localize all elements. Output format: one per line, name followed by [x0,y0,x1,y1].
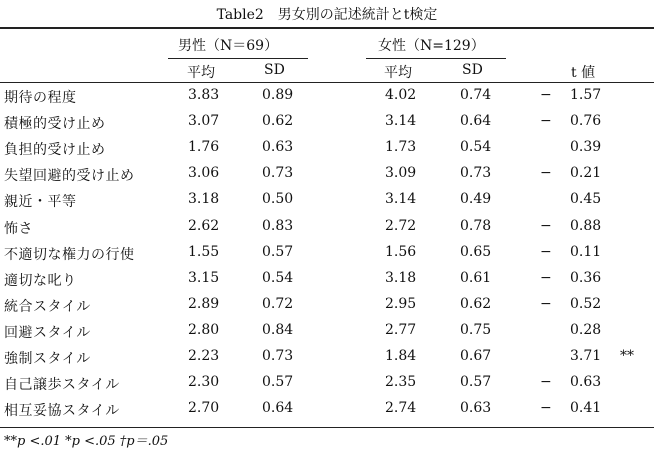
female-mean-cell: 4.02 [385,87,417,103]
male-sd-header: SD [264,62,285,78]
t-value-header: t 値 [571,65,596,81]
male-sd-cell: 0.84 [262,321,294,338]
male-sd-cell: 0.62 [262,113,294,130]
bottom-rule [0,427,654,428]
male-mean-cell: 3.83 [188,87,220,103]
t-value-cell: 0.52 [570,295,602,312]
row-label: 積極的受け止め [4,116,106,133]
row-label: 強制スタイル [4,351,91,367]
t-sign-cell: − [540,87,552,103]
female-mean-cell: 3.09 [385,165,417,182]
t-sign-cell: − [540,295,552,312]
female-sd-cell: 0.67 [460,348,492,364]
female-sd-cell: 0.64 [460,113,492,130]
male-mean-cell: 2.30 [188,374,220,391]
female-mean-cell: 2.77 [385,321,417,338]
top-rule [0,27,654,29]
female-sd-cell: 0.62 [460,295,492,312]
female-sd-cell: 0.54 [460,139,492,156]
t-value-cell: 0.39 [570,139,602,156]
row-label: 自己譲歩スタイル [4,377,120,394]
male-mean-cell: 1.55 [188,243,220,260]
male-mean-cell: 2.62 [188,217,220,234]
male-mean-cell: 3.06 [188,165,220,182]
t-value-cell: 0.88 [570,217,602,234]
female-sd-header: SD [462,62,483,78]
t-sign-cell: − [540,113,552,130]
female-sd-cell: 0.75 [460,321,492,338]
male-group-underline [168,58,308,59]
male-sd-cell: 0.83 [262,217,294,234]
female-group-header: 女性（N=129） [378,38,485,54]
row-label: 期待の程度 [4,90,77,106]
female-mean-cell: 3.18 [385,269,417,286]
row-label: 負担的受け止め [4,142,106,159]
t-sign-cell: − [540,243,552,260]
t-value-cell: 0.63 [570,374,602,391]
t-sign-cell: − [540,374,552,391]
male-mean-cell: 1.76 [188,139,220,156]
male-group-header: 男性（N＝69） [178,38,279,54]
male-mean-cell: 2.80 [188,321,220,338]
male-mean-cell: 3.18 [188,191,220,208]
female-sd-cell: 0.61 [460,269,492,286]
t-value-cell: 0.21 [570,165,602,182]
male-sd-cell: 0.72 [262,295,294,312]
male-sd-cell: 0.54 [262,269,294,286]
row-label: 親近・平等 [4,194,77,211]
female-mean-cell: 1.84 [385,348,417,364]
t-sign-cell: − [540,217,552,234]
t-value-cell: 0.28 [570,321,602,338]
t-value-cell: 0.76 [570,113,602,130]
t-value-cell: 0.41 [570,400,602,417]
male-sd-cell: 0.50 [262,191,294,208]
row-label: 怖さ [4,220,33,237]
female-sd-cell: 0.63 [460,400,492,417]
male-sd-cell: 0.64 [262,400,294,417]
t-value-cell: 0.11 [570,243,602,260]
significance-footnote: **p <.01 *p <.05 †p＝.05 [4,434,169,449]
female-mean-cell: 1.56 [385,243,417,260]
significance-mark: ** [620,348,634,364]
male-mean-cell: 2.70 [188,400,220,417]
male-sd-cell: 0.63 [262,139,294,156]
female-sd-cell: 0.73 [460,165,492,182]
female-group-underline [366,58,506,59]
table-title: Table2 男女別の記述統計とt検定 [216,7,438,23]
row-label: 統合スタイル [4,298,91,315]
row-label: 回避スタイル [4,324,91,341]
row-label: 適切な叱り [4,272,77,289]
female-mean-cell: 2.72 [385,217,417,234]
female-sd-cell: 0.57 [460,374,492,391]
female-sd-cell: 0.49 [460,191,492,208]
female-mean-cell: 3.14 [385,113,417,130]
male-mean-header: 平均 [187,65,215,81]
t-value-cell: 0.36 [570,269,602,286]
header-rule [0,82,654,83]
female-mean-cell: 2.35 [385,374,417,391]
male-sd-cell: 0.57 [262,243,294,260]
male-sd-cell: 0.73 [262,348,294,364]
t-value-cell: 1.57 [570,87,602,103]
t-sign-cell: − [540,400,552,417]
female-sd-cell: 0.74 [460,87,492,103]
male-sd-cell: 0.57 [262,374,294,391]
female-mean-cell: 1.73 [385,139,417,156]
t-value-cell: 3.71 [570,348,602,364]
female-mean-cell: 2.95 [385,295,417,312]
male-mean-cell: 3.07 [188,113,220,130]
t-value-cell: 0.45 [570,191,602,208]
row-label: 相互妥協スタイル [4,403,120,420]
male-mean-cell: 3.15 [188,269,220,286]
row-label: 不適切な権力の行使 [4,246,135,263]
female-mean-cell: 2.74 [385,400,417,417]
female-mean-header: 平均 [384,65,412,81]
female-mean-cell: 3.14 [385,191,417,208]
male-mean-cell: 2.89 [188,295,220,312]
female-sd-cell: 0.78 [460,217,492,234]
female-sd-cell: 0.65 [460,243,492,260]
male-sd-cell: 0.73 [262,165,294,182]
male-mean-cell: 2.23 [188,348,220,364]
t-sign-cell: − [540,269,552,286]
t-sign-cell: − [540,165,552,182]
male-sd-cell: 0.89 [262,87,294,103]
row-label: 失望回避的受け止め [4,168,135,185]
